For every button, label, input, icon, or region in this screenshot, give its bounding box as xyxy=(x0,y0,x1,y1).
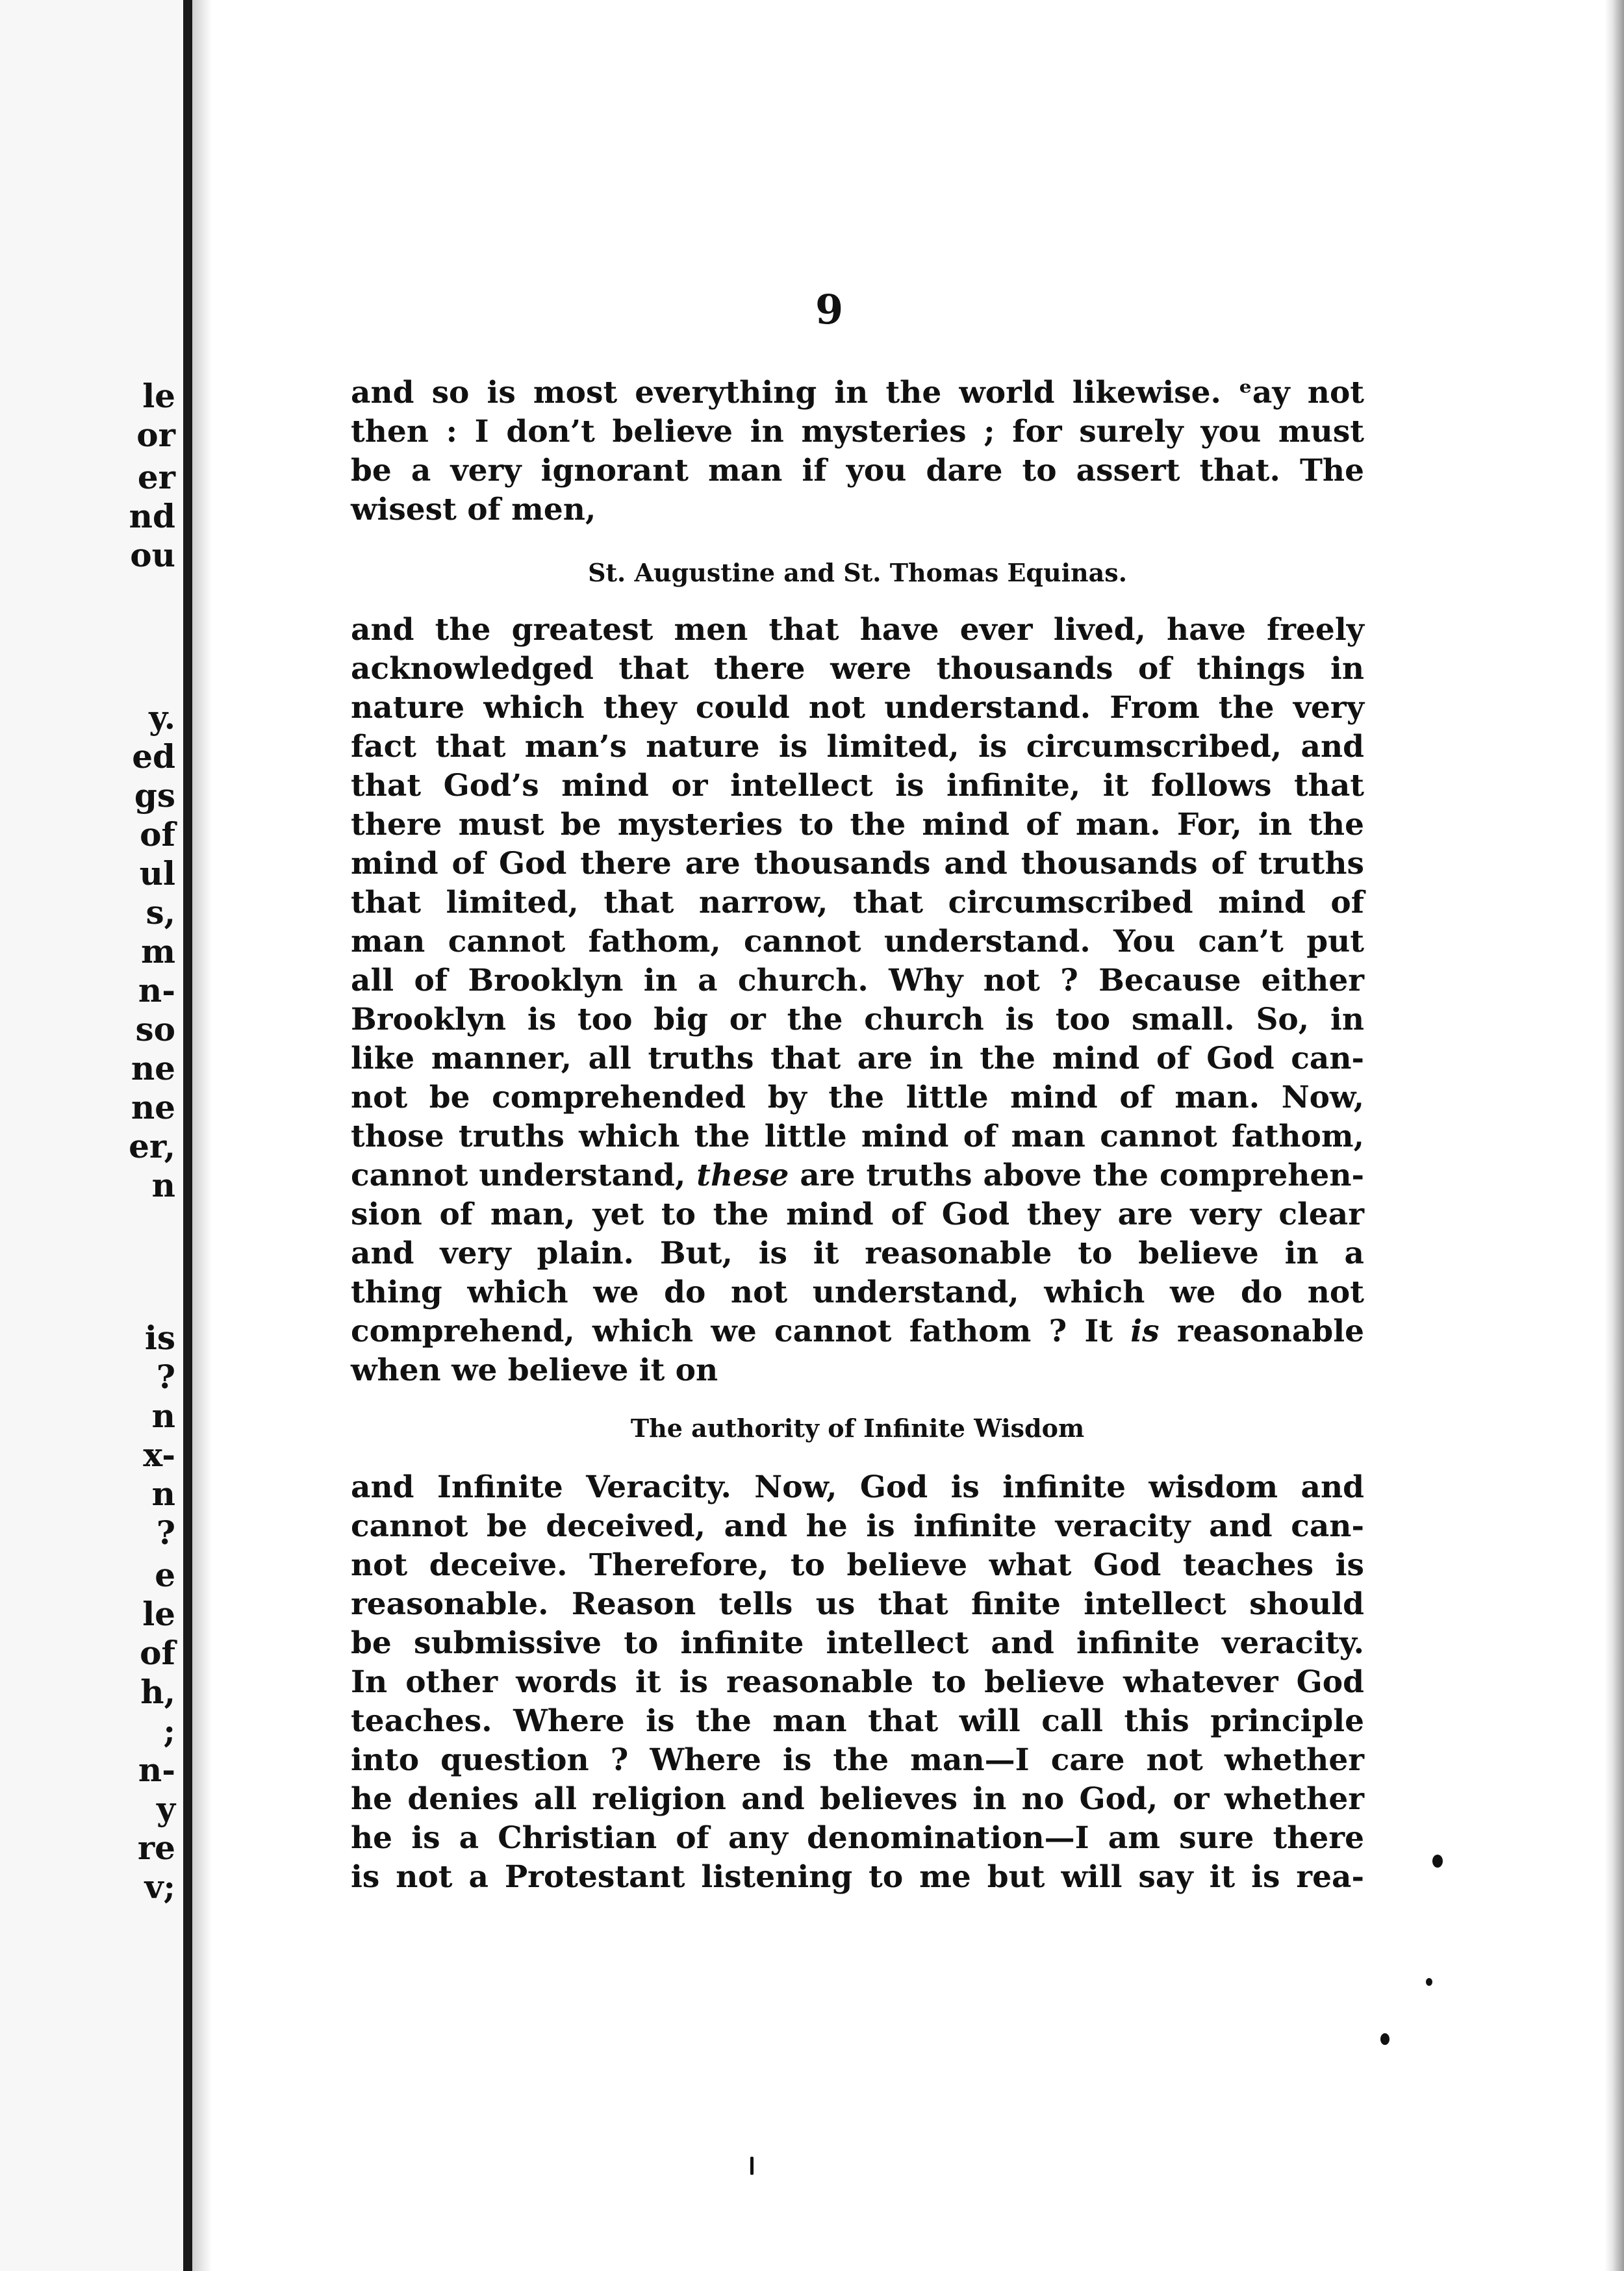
facing-page-fragment: er, xyxy=(129,1127,175,1165)
facing-page-fragment: n xyxy=(151,1166,175,1204)
facing-page-fragment: so xyxy=(135,1010,175,1048)
facing-page-fragment: m xyxy=(141,932,175,971)
gutter-shadow xyxy=(192,0,212,2271)
paragraph-3 xyxy=(351,1468,1364,1897)
facing-page-fragment: ? xyxy=(156,1358,175,1396)
text-line: man cannot fathom, cannot understand. You can’t put xyxy=(351,924,1364,959)
text-line: is not a Protestant listening to me but will say it is rea- xyxy=(351,1859,1364,1895)
text-line: sion of man, yet to the mind of God they are very clear xyxy=(351,1197,1364,1232)
text-line: those truths which the little mind of man cannot fathom, xyxy=(351,1119,1364,1154)
text-line: into question ? Where is the man—I care not whether xyxy=(351,1742,1364,1778)
facing-page-fragment: of xyxy=(140,815,175,854)
facing-page-fragment: ou xyxy=(130,536,175,574)
page-number: 9 xyxy=(815,286,844,333)
text-segment: cannot understand, xyxy=(351,1158,697,1193)
text-segment: are truths above the comprehen- xyxy=(789,1158,1365,1193)
text-line: mind of God there are thousands and thousands of truths xyxy=(351,846,1364,882)
text-segment: reasonable xyxy=(1159,1313,1364,1349)
section-heading-2: The authority of Infinite Wisdom xyxy=(630,1414,1085,1443)
facing-page-fragment: y. xyxy=(149,698,175,737)
facing-page-text-fragments xyxy=(0,0,183,2271)
facing-page-fragment: er xyxy=(137,458,175,496)
facing-page-fragment: gs xyxy=(134,776,175,815)
text-line: and Infinite Veracity. Now, God is infinite wisdom and xyxy=(351,1469,1364,1505)
text-line: and the greatest men that have ever lived, have freely xyxy=(351,612,1364,648)
text-line: acknowledged that there were thousands of things in xyxy=(351,651,1364,687)
section-heading-1: St. Augustine and St. Thomas Equinas. xyxy=(588,558,1127,587)
text-line: fact that man’s nature is limited, is circumscribed, and xyxy=(351,729,1364,765)
text-line: be a very ignorant man if you dare to assert that. The xyxy=(351,453,1364,488)
text-line: he denies all religion and believes in no God, or whether xyxy=(351,1781,1364,1817)
text-line: nature which they could not understand. From the very xyxy=(351,690,1364,726)
scan-speck xyxy=(1426,1978,1432,1986)
paragraph-1 xyxy=(351,374,1364,529)
text-line: wisest of men, xyxy=(351,492,596,527)
italic-word: is xyxy=(1130,1313,1160,1349)
text-line: all of Brooklyn in a church. Why not ? Because either xyxy=(351,963,1364,998)
text-line: Brooklyn is too big or the church is too small. So, in xyxy=(351,1002,1364,1037)
text-line-with-italic xyxy=(351,1156,1364,1195)
text-line: and very plain. But, is it reasonable to believe in a xyxy=(351,1236,1364,1271)
facing-page-fragment: re xyxy=(137,1829,175,1867)
facing-page-fragment: ed xyxy=(132,737,175,776)
facing-page-fragment: x- xyxy=(143,1436,175,1474)
facing-page-fragment: n- xyxy=(138,1751,175,1789)
text-line: not deceive. Therefore, to believe what God teaches is xyxy=(351,1547,1364,1583)
facing-page-fragment: ? xyxy=(156,1514,175,1552)
facing-page-fragment: of xyxy=(140,1634,175,1672)
text-line: when we believe it on xyxy=(351,1352,718,1388)
facing-page-fragment: n xyxy=(151,1397,175,1435)
facing-page-fragment: is xyxy=(144,1319,175,1357)
text-line: cannot be deceived, and he is infinite veracity and can- xyxy=(351,1508,1364,1544)
scan-speck xyxy=(1380,2033,1389,2045)
facing-page-fragment: n- xyxy=(138,971,175,1009)
facing-page-fragment: e xyxy=(155,1556,175,1594)
italic-word: these xyxy=(696,1158,789,1193)
text-line: not be comprehended by the little mind of man. Now, xyxy=(351,1080,1364,1115)
page-right-edge xyxy=(1605,0,1624,2271)
book-gutter xyxy=(183,0,192,2271)
facing-page-fragment: ul xyxy=(139,854,175,893)
scan-speck xyxy=(1432,1855,1443,1868)
facing-page-fragment: v; xyxy=(144,1868,175,1906)
text-line: that God’s mind or intellect is infinite, it follows that xyxy=(351,768,1364,804)
text-line: In other words it is reasonable to believe whatever God xyxy=(351,1664,1364,1700)
facing-page-fragment: s, xyxy=(146,893,175,932)
facing-page-fragment: n xyxy=(151,1475,175,1513)
text-line-with-italic xyxy=(351,1312,1364,1351)
text-line: thing which we do not understand, which we do not xyxy=(351,1275,1364,1310)
facing-page-fragment: y xyxy=(156,1790,175,1828)
facing-page-fragment: nd xyxy=(129,497,175,535)
facing-page-fragment: ne xyxy=(131,1088,175,1126)
text-line: teaches. Where is the man that will call this principle xyxy=(351,1703,1364,1739)
facing-page-fragment: or xyxy=(136,416,175,454)
text-line: and so is most everything in the world likewise. ᵉay not xyxy=(351,375,1364,411)
text-line: like manner, all truths that are in the mind of God can- xyxy=(351,1041,1364,1076)
text-line: that limited, that narrow, that circumscribed mind of xyxy=(351,885,1364,920)
text-line: then : I don’t believe in mysteries ; for surely you must xyxy=(351,414,1364,450)
text-line: he is a Christian of any denomination—I am sure there xyxy=(351,1820,1364,1856)
facing-page-fragment: le xyxy=(142,1595,175,1633)
text-line: reasonable. Reason tells us that finite intellect should xyxy=(351,1586,1364,1622)
paragraph-2 xyxy=(351,611,1364,1390)
text-line: there must be mysteries to the mind of man. For, in the xyxy=(351,807,1364,843)
facing-page-fragment: ; xyxy=(163,1712,175,1750)
facing-page-fragment: ne xyxy=(131,1049,175,1087)
facing-page-fragment: h, xyxy=(140,1673,175,1711)
text-segment: comprehend, which we cannot fathom ? It xyxy=(351,1313,1131,1349)
scan-speck xyxy=(750,2157,754,2175)
text-line: be submissive to infinite intellect and infinite veracity. xyxy=(351,1625,1364,1661)
facing-page-fragment: le xyxy=(142,377,175,415)
